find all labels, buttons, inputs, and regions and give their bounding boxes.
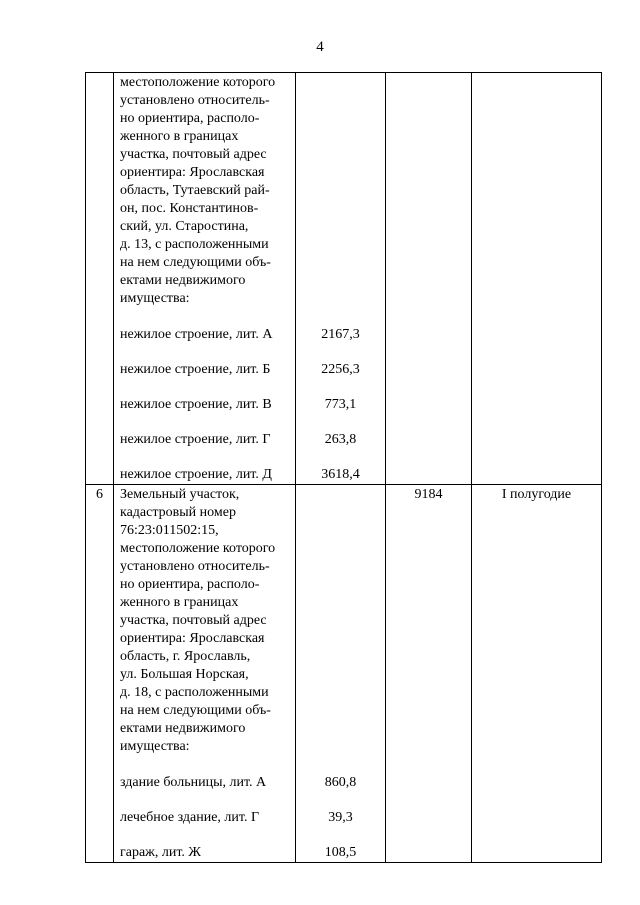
description-line: установлено относитель- — [120, 559, 270, 574]
description-line: женного в границах — [120, 129, 239, 144]
cost-value — [386, 73, 472, 485]
description-line: ектами недвижимого — [120, 721, 246, 736]
description-line: область, г. Ярославль, — [120, 649, 251, 664]
description-line: имущества: — [120, 739, 190, 754]
row-number: 6 — [86, 485, 114, 863]
property-item-name: нежилое строение, лит. Д — [120, 467, 272, 482]
description-line: кадастровый номер — [120, 505, 236, 520]
row-number — [86, 73, 114, 485]
property-item-area: 860,8 — [324, 775, 357, 790]
property-description — [114, 73, 296, 485]
description-line: установлено относитель- — [120, 93, 270, 108]
property-item-area: 773,1 — [324, 397, 357, 412]
description-line: ский, ул. Старостина, — [120, 219, 249, 234]
description-line: но ориентира, располо- — [120, 577, 260, 592]
description-line: имущества: — [120, 291, 190, 306]
description-line: область, Тутаевский рай- — [120, 183, 270, 198]
property-item-area: 2256,3 — [321, 362, 360, 377]
property-item-area: 108,5 — [324, 845, 357, 860]
page-number: 4 — [316, 39, 324, 55]
description-line: д. 13, с расположенными — [120, 237, 269, 252]
description-line: местоположение которого — [120, 75, 276, 90]
description-line: ектами недвижимого — [120, 273, 246, 288]
area-column — [296, 73, 386, 485]
description-line: ориентира: Ярославская — [120, 165, 265, 180]
period-value — [472, 73, 602, 485]
description-line: женного в границах — [120, 595, 239, 610]
table-row — [86, 73, 602, 485]
description-line: на нем следующими объ- — [120, 703, 271, 718]
property-table — [85, 72, 602, 863]
property-item-name: нежилое строение, лит. В — [120, 397, 272, 412]
property-description — [114, 485, 296, 863]
description-line: Земельный участок, — [120, 487, 240, 502]
property-item-name: гараж, лит. Ж — [120, 845, 201, 860]
description-line: местоположение которого — [120, 541, 276, 556]
description-line: ориентира: Ярославская — [120, 631, 265, 646]
description-line: участка, почтовый адрес — [120, 613, 267, 628]
cost-value: 9184 — [386, 485, 472, 863]
property-item-area: 39,3 — [328, 810, 353, 825]
description-line: участка, почтовый адрес — [120, 147, 267, 162]
property-item-name: лечебное здание, лит. Г — [120, 810, 260, 825]
property-item-name: нежилое строение, лит. А — [120, 327, 273, 342]
description-line: но ориентира, располо- — [120, 111, 260, 126]
property-item-name: здание больницы, лит. А — [120, 775, 267, 790]
description-line: ул. Большая Норская, — [120, 667, 249, 682]
description-line: д. 18, с расположенными — [120, 685, 269, 700]
table-row — [86, 485, 602, 863]
description-line: он, пос. Константинов- — [120, 201, 259, 216]
property-item-name: нежилое строение, лит. Б — [120, 362, 271, 377]
property-item-area: 2167,3 — [321, 327, 360, 342]
description-line: на нем следующими объ- — [120, 255, 271, 270]
table-body — [86, 73, 602, 863]
property-item-area: 263,8 — [324, 432, 357, 447]
description-line: 76:23:011502:15, — [120, 523, 219, 538]
property-item-name: нежилое строение, лит. Г — [120, 432, 271, 447]
period-value: I полугодие — [472, 485, 602, 863]
property-item-area: 3618,4 — [321, 467, 360, 482]
area-column — [296, 485, 386, 863]
